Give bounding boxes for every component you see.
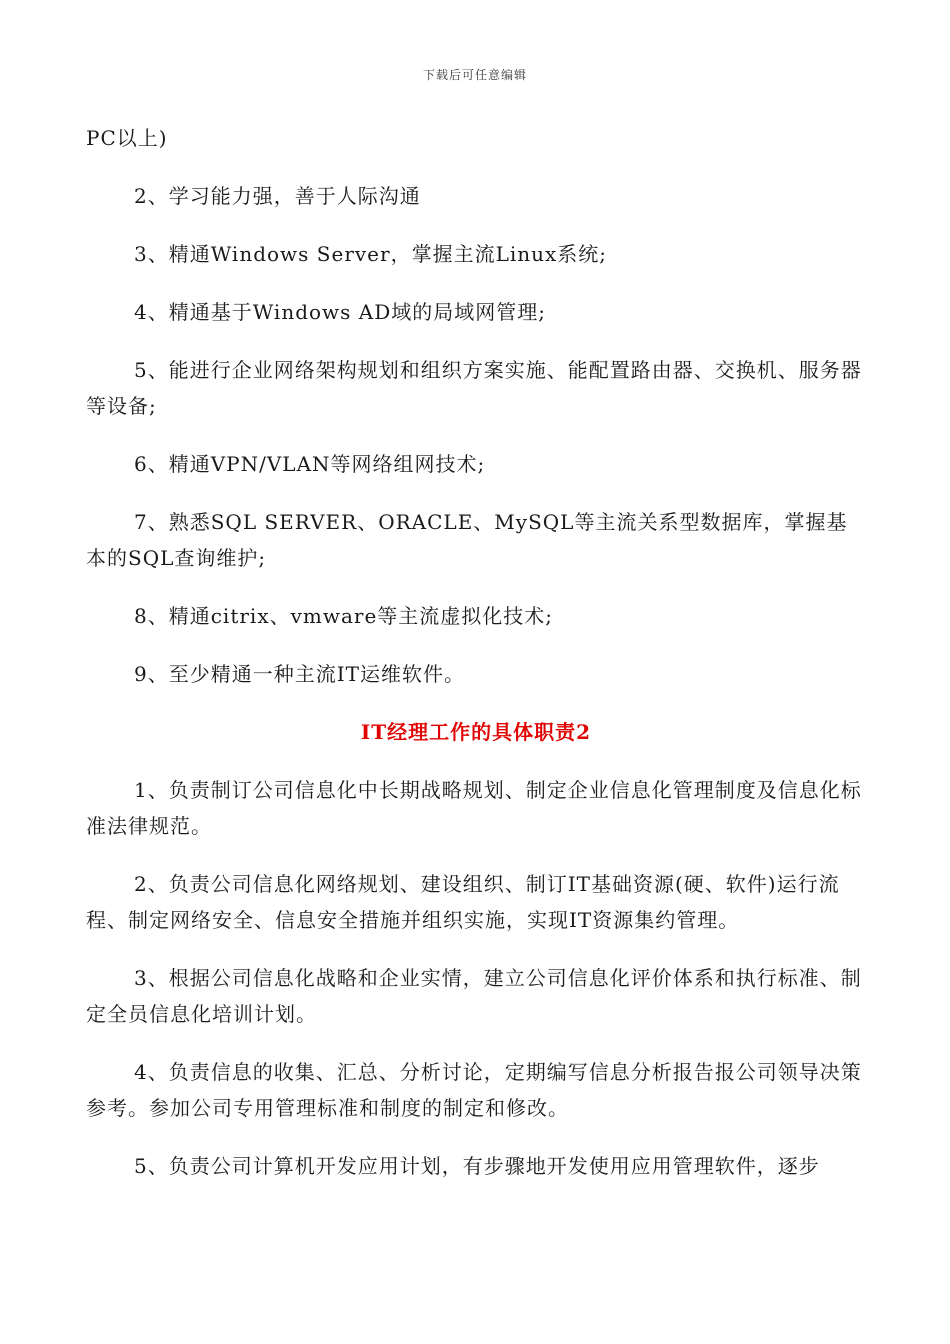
document-body	[86, 120, 866, 1206]
requirement-item: 5、能进行企业网络架构规划和组织方案实施、能配置路由器、交换机、服务器等设备;	[86, 358, 862, 418]
duty-item: 4、负责信息的收集、汇总、分析讨论，定期编写信息分析报告报公司领导决策参考。参加公司专用管理标准和制度的制定和修改。	[86, 1060, 862, 1120]
requirement-item: PC以上)	[86, 126, 168, 150]
duty-item: 3、根据公司信息化战略和企业实情，建立公司信息化评价体系和执行标准、制定全员信息化培训计划。	[86, 966, 862, 1026]
requirement-item: 6、精通VPN/VLAN等网络组网技术;	[134, 452, 486, 476]
duty-item: 2、负责公司信息化网络规划、建设组织、制订IT基础资源(硬、软件)运行流程、制定网络安全、信息安全措施并组织实施，实现IT资源集约管理。	[86, 872, 840, 932]
section-heading: IT经理工作的具体职责2	[360, 720, 592, 744]
requirement-item: 9、至少精通一种主流IT运维软件。	[134, 662, 465, 686]
requirement-item: 4、精通基于Windows AD域的局域网管理;	[134, 300, 547, 324]
requirement-item: 7、熟悉SQL SERVER、ORACLE、MySQL等主流关系型数据库，掌握基本的SQL查询维护;	[86, 510, 848, 570]
requirement-item: 2、学习能力强，善于人际沟通	[134, 184, 421, 208]
requirement-item: 3、精通Windows Server，掌握主流Linux系统;	[134, 242, 608, 266]
header-note: 下载后可任意编辑	[422, 68, 527, 82]
requirement-item: 8、精通citrix、vmware等主流虚拟化技术;	[134, 604, 554, 628]
duty-item: 5、负责公司计算机开发应用计划，有步骤地开发使用应用管理软件，逐步	[134, 1154, 820, 1178]
duty-item: 1、负责制订公司信息化中长期战略规划、制定企业信息化管理制度及信息化标准法律规范。	[86, 778, 862, 838]
